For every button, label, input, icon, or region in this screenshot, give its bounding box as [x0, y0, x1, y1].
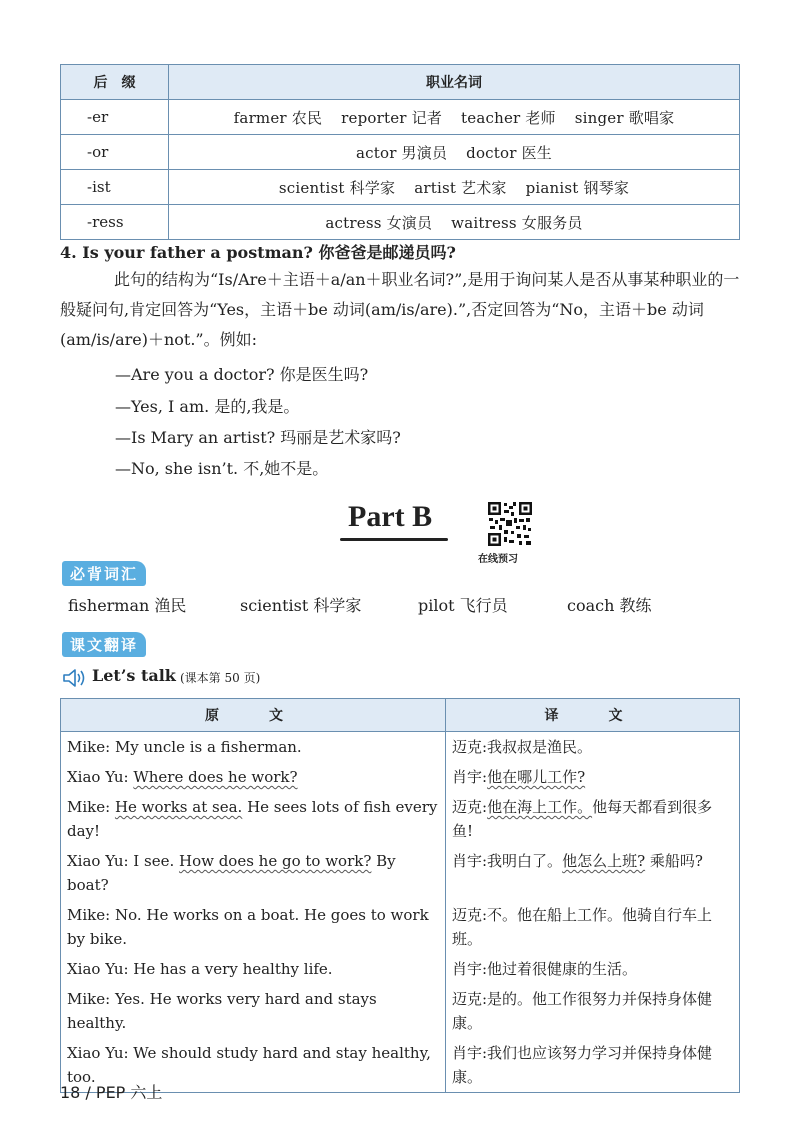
table-row [61, 984, 740, 1038]
key-sentence: 他在海上工作。 [487, 798, 593, 816]
text-segment: Xiao Yu: [67, 768, 134, 786]
example-line: —Is Mary an artist? 玛丽是艺术家吗? [115, 428, 401, 447]
speaker-icon[interactable] [62, 668, 88, 688]
translation-tag: 课文翻译 [62, 632, 146, 657]
word: scientist 科学家 [278, 178, 396, 197]
key-sentence: Where does he work? [133, 768, 298, 786]
table-row [61, 846, 740, 900]
table-row [61, 900, 740, 954]
talk-title: Let’s talk [92, 666, 176, 685]
suffix-header: 后 缀 [61, 65, 169, 100]
text-segment: Xiao Yu: I see. [67, 852, 179, 870]
example-line: —No, she isn’t. 不,她不是。 [115, 459, 329, 478]
english-line: Xiao Yu: He has a very healthy life. [61, 954, 446, 984]
vocab-word: pilot 飞行员 [418, 596, 508, 615]
word: actress 女演员 [325, 213, 433, 232]
suffix-table [60, 64, 740, 240]
english-line: Mike: No. He works on a boat. He goes to work by bike. [61, 900, 446, 954]
table-row [61, 135, 740, 170]
dialogue-table [60, 698, 740, 1093]
words-cell [169, 135, 740, 170]
table-row [61, 205, 740, 240]
key-sentence: 他怎么上班? [562, 852, 646, 870]
word: artist 艺术家 [414, 178, 507, 197]
text-segment: 乘船吗? [645, 852, 703, 870]
table-row [61, 732, 740, 763]
words-cell [169, 100, 740, 135]
table-row [61, 170, 740, 205]
words-cell [169, 170, 740, 205]
chinese-line: 迈克:我叔叔是渔民。 [446, 732, 740, 763]
english-line [61, 762, 446, 792]
vocab-word: fisherman 渔民 [68, 596, 187, 615]
part-b-title: Part B [348, 500, 433, 533]
key-sentence: He works at sea. [114, 798, 243, 816]
chinese-line [446, 846, 740, 900]
english-line [61, 846, 446, 900]
english-line: Mike: Yes. He works very hard and stays healthy. [61, 984, 446, 1038]
suffix-cell: -ress [61, 205, 169, 240]
chinese-line [446, 762, 740, 792]
key-sentence: 他在哪儿工作? [487, 768, 586, 786]
text-segment: 他每天都看到很多鱼! [452, 798, 713, 840]
text-segment: Mike: [67, 798, 115, 816]
suffix-cell: -ist [61, 170, 169, 205]
word: singer 歌唱家 [574, 108, 675, 127]
text-segment: 肖宇:我明白了。 [452, 852, 563, 870]
section4-paragraph: 此句的结构为“Is/Are＋主语＋a/an＋职业名词?”,是用于询问某人是否从事某种职业的一般疑问句,肯定回答为“Yes，主语＋be 动词(am/is/are).”,否定回答为“No，主语＋be 动词(am/is/are)＋not.”。例如: [60, 270, 740, 349]
vocab-word: scientist 科学家 [240, 596, 362, 615]
table-row [61, 762, 740, 792]
words-cell [169, 205, 740, 240]
key-sentence: How does he go to work? [178, 852, 372, 870]
word: pianist 钢琴家 [525, 178, 630, 197]
text-segment: He sees lots of fish every day! [67, 798, 438, 840]
talk-page-ref: (课本第 50 页) [180, 671, 261, 685]
text-segment: 迈克: [452, 798, 488, 816]
chinese-line: 肖宇:我们也应该努力学习并保持身体健康。 [446, 1038, 740, 1093]
chinese-line: 肖宇:他过着很健康的生活。 [446, 954, 740, 984]
translation-header: 译 文 [446, 699, 740, 732]
qr-label: 在线预习 [478, 554, 518, 565]
title-underline [340, 538, 448, 541]
suffix-cell: -or [61, 135, 169, 170]
vocab-word: coach 教练 [567, 596, 652, 615]
english-line: Mike: My uncle is a fisherman. [61, 732, 446, 763]
vocab-tag: 必背词汇 [62, 561, 146, 586]
table-row [61, 954, 740, 984]
chinese-line [446, 792, 740, 846]
word: teacher 老师 [461, 108, 556, 127]
word: farmer 农民 [233, 108, 323, 127]
table-row [61, 792, 740, 846]
text-segment: 肖宇: [452, 768, 488, 786]
qr-code-icon[interactable] [486, 500, 534, 548]
table-row [61, 100, 740, 135]
page-footer: 18 / PEP 六上 [60, 1083, 163, 1102]
word: reporter 记者 [341, 108, 443, 127]
english-line [61, 792, 446, 846]
word: doctor 医生 [466, 143, 552, 162]
example-line: —Yes, I am. 是的,我是。 [115, 397, 300, 416]
english-line: Xiao Yu: We should study hard and stay healthy, too. [61, 1038, 446, 1093]
example-line: —Are you a doctor? 你是医生吗? [115, 365, 369, 384]
occupation-header: 职业名词 [169, 65, 740, 100]
original-header: 原 文 [61, 699, 446, 732]
section4-heading: 4. Is your father a postman? 你爸爸是邮递员吗? [60, 243, 456, 262]
chinese-line: 迈克:不。他在船上工作。他骑自行车上班。 [446, 900, 740, 954]
text-segment: By boat? [67, 852, 396, 894]
suffix-cell: -er [61, 100, 169, 135]
word: waitress 女服务员 [451, 213, 583, 232]
word: actor 男演员 [356, 143, 448, 162]
chinese-line: 迈克:是的。他工作很努力并保持身体健康。 [446, 984, 740, 1038]
